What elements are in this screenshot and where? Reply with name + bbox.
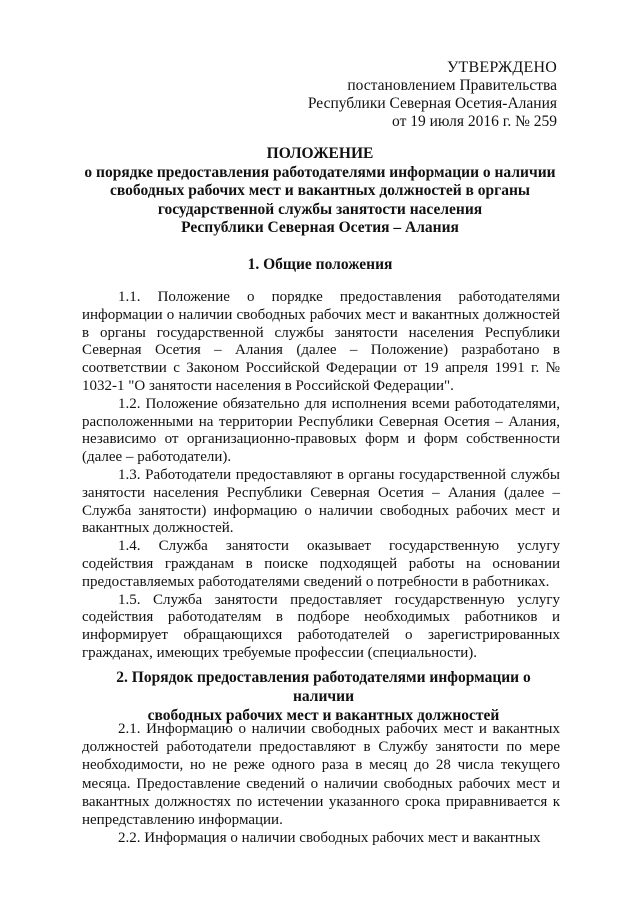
paragraph-1-4: 1.4. Служба занятости оказывает государственную услугу содействия гражданам в поиске подходящей работы на основании предоставляемых работодателями сведений о потребности в работниках.	[82, 538, 560, 590]
title-line: ПОЛОЖЕНИЕ	[266, 145, 374, 162]
title-line: государственной службы занятости населения	[157, 200, 483, 218]
approval-heading: УТВЕРЖДЕНО	[446, 59, 557, 76]
section-2-heading-line: свободных рабочих мест и вакантных должностей	[147, 707, 500, 724]
paragraph-1-1: 1.1. Положение о порядке предоставления работодателями информации о наличии свободных рабочих мест и вакантных должностей в органы государственной службы занятости населения Республики Северная Осетия – Алания (далее – Положение) разработано в соответствии с Законом Российской Федерации от 19 апреля 1991 г. № 1032-1 "О занятости населения в Российской Федерации".	[82, 289, 560, 394]
section-1-heading: 1. Общие положения	[247, 256, 393, 273]
approval-line: Республики Северная Осетия-Алания	[307, 95, 557, 112]
approval-line: постановлением Правительства	[347, 77, 557, 94]
title-line: Республики Северная Осетия – Алания	[181, 219, 459, 236]
paragraph-1-5: 1.5. Служба занятости предоставляет государственную услугу содействия работодателям в подборе необходимых работников и информирует обращающихся работодателей о зарегистрированных гражданах, имеющих требуемые профессии (специальности).	[82, 591, 560, 661]
section-2-heading-line: 2. Порядок предоставления работодателями информации о наличии	[116, 669, 531, 705]
paragraph-1-3: 1.3. Работодатели предоставляют в органы государственной службы занятости населения Республики Северная Осетия – Алания (далее – Служба занятости) информацию о наличии свободных рабочих мест и вакантных должностей.	[82, 466, 560, 537]
section-2-body	[82, 720, 560, 847]
paragraph-2-1: 2.1. Информацию о наличии свободных рабочих мест и вакантных должностей работодатели предоставляют в Службу занятости по мере необходимости, но не реже одного раза в месяц до 28 числа текущего месяца. Предоставление сведений о наличии свободных рабочих мест и вакантных должностях по истечении указанного срока приравнивается к непредставлению информации.	[82, 721, 560, 829]
title-line: свободных рабочих мест и вакантных должностей в органы	[110, 182, 530, 199]
document-title	[70, 145, 570, 238]
paragraph-2-2: 2.2. Информация о наличии свободных рабочих мест и вакантных	[118, 830, 541, 847]
paragraph-1-2: 1.2. Положение обязательно для исполнения всеми работодателями, расположенными на территории Республики Северная Осетия – Алания, независимо от организационно-правовых форм и форм собственности (далее – работодатели).	[82, 395, 560, 466]
section-1-body	[82, 289, 560, 663]
approval-date-line: от 19 июля 2016 г. № 259	[392, 113, 557, 130]
title-line: о порядке предоставления работодателями информации о наличии	[84, 163, 556, 181]
section-2-heading	[86, 668, 561, 725]
approval-stamp	[257, 59, 557, 131]
